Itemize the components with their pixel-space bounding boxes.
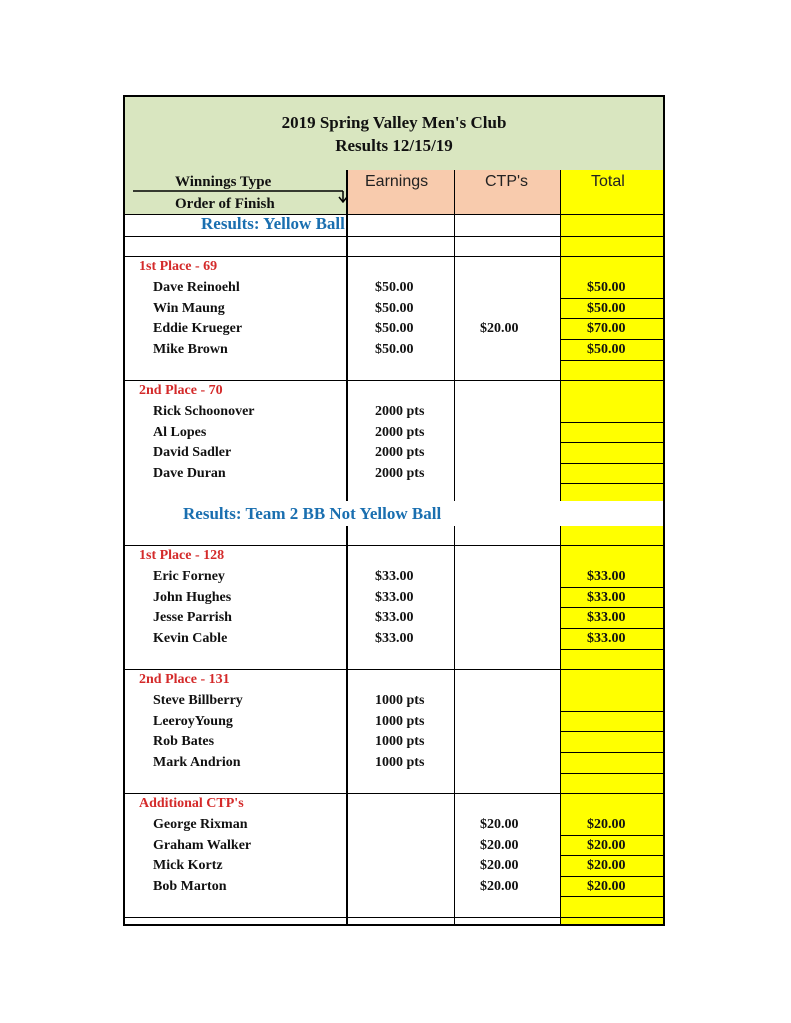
order-of-finish-header: Order of Finish	[175, 196, 275, 212]
earnings-value: $33.00	[375, 589, 414, 605]
earnings-value: 1000 pts	[375, 754, 425, 770]
player-name: George Rixman	[153, 816, 248, 832]
total-value: $20.00	[587, 878, 626, 894]
section-heading: Results: Yellow Ball	[201, 214, 345, 233]
player-name: Graham Walker	[153, 837, 252, 853]
ctp-header: CTP's	[485, 173, 529, 190]
player-name: Mark Andrion	[153, 754, 241, 770]
ctp-value: $20.00	[480, 858, 519, 874]
total-cell-border	[560, 896, 663, 897]
divider-ctp	[454, 170, 455, 924]
player-name: Rick Schoonover	[153, 403, 255, 419]
total-value: $33.00	[587, 631, 626, 646]
total-cell-border	[560, 752, 663, 753]
earnings-value: $33.00	[375, 569, 414, 585]
earnings-value: 2000 pts	[375, 424, 425, 440]
ctp-value: $20.00	[480, 321, 519, 337]
total-value: $50.00	[587, 279, 626, 295]
earnings-value: 1000 pts	[375, 692, 425, 708]
results-sheet	[123, 95, 665, 926]
earnings-value: 2000 pts	[375, 403, 425, 419]
earnings-value: $33.00	[375, 631, 414, 646]
player-name: Kevin Cable	[153, 631, 228, 646]
player-name: Eric Forney	[153, 569, 225, 585]
sheet-title: 2019 Spring Valley Men's Club	[281, 113, 507, 132]
row-divider	[125, 236, 663, 237]
total-cell-border	[560, 711, 663, 712]
player-name: Rob Bates	[153, 734, 215, 750]
total-cell-border	[560, 422, 663, 423]
place-heading: 2nd Place - 70	[139, 383, 223, 399]
total-value: $50.00	[587, 341, 626, 357]
earnings-value: $50.00	[375, 341, 414, 357]
earnings-value: 2000 pts	[375, 465, 425, 481]
arrow-icon	[131, 183, 349, 203]
player-name: Mike Brown	[153, 341, 228, 357]
player-name: John Hughes	[153, 589, 232, 605]
divider-earnings	[346, 170, 348, 924]
earnings-value: 1000 pts	[375, 734, 425, 750]
ctp-value: $20.00	[480, 878, 519, 894]
total-value: $33.00	[587, 589, 626, 605]
divider-total	[560, 170, 561, 924]
total-cell-border	[560, 731, 663, 732]
total-value: $20.00	[587, 858, 626, 874]
player-name: Steve Billberry	[153, 692, 243, 708]
place-heading: 1st Place - 128	[139, 548, 225, 564]
player-name: LeeroyYoung	[153, 713, 233, 729]
section-heading: Results: Team 2 BB Not Yellow Ball	[183, 504, 442, 524]
ctp-value: $20.00	[480, 816, 519, 832]
earnings-value: 2000 pts	[375, 445, 425, 461]
total-value: $50.00	[587, 300, 626, 316]
row-divider	[125, 917, 663, 918]
place-heading: Additional CTP's	[139, 796, 244, 812]
total-value: $20.00	[587, 837, 626, 853]
place-heading: 2nd Place - 131	[139, 672, 230, 688]
title-box	[125, 97, 663, 172]
total-cell-border	[560, 360, 663, 361]
total-value: $33.00	[587, 569, 626, 585]
player-name: Mick Kortz	[153, 858, 223, 874]
earnings-value: $50.00	[375, 321, 414, 337]
total-cell-border	[560, 773, 663, 774]
player-name: David Sadler	[153, 445, 232, 461]
total-value: $70.00	[587, 321, 626, 337]
earnings-value: $50.00	[375, 300, 414, 316]
total-cell-border	[560, 442, 663, 443]
place-heading: 1st Place - 69	[139, 259, 218, 275]
earnings-value: 1000 pts	[375, 713, 425, 729]
player-name: Win Maung	[153, 300, 225, 316]
winnings-type-header: Winnings Type	[175, 174, 272, 190]
total-cell-border	[560, 649, 663, 650]
earnings-value: $33.00	[375, 610, 414, 626]
earnings-value: $50.00	[375, 279, 414, 295]
total-value: $33.00	[587, 610, 626, 626]
sheet-subtitle: Results 12/15/19	[335, 136, 453, 155]
player-name: Bob Marton	[153, 878, 227, 894]
player-name: Al Lopes	[153, 424, 207, 440]
ctp-value: $20.00	[480, 837, 519, 853]
total-cell-border	[560, 483, 663, 484]
total-header: Total	[591, 173, 625, 190]
player-name: Dave Reinoehl	[153, 279, 240, 295]
earnings-header: Earnings	[365, 173, 429, 190]
total-cell-border	[560, 463, 663, 464]
total-value: $20.00	[587, 816, 626, 832]
player-name: Jesse Parrish	[153, 610, 232, 626]
player-name: Eddie Krueger	[153, 321, 243, 337]
player-name: Dave Duran	[153, 465, 226, 481]
